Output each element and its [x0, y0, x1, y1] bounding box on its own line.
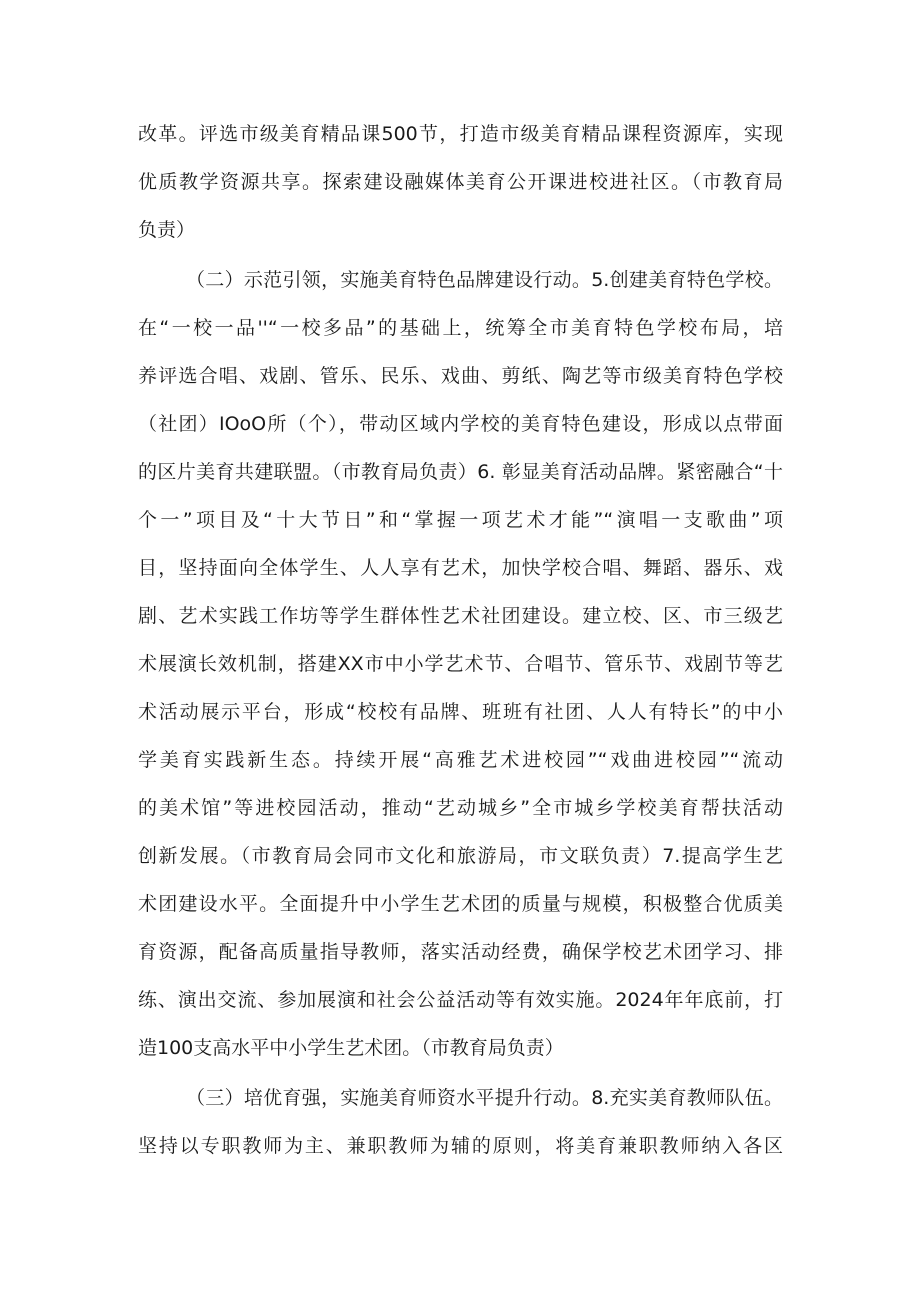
text-line: 术团建设水平。全面提升中小学生艺术团的质量与规模，积极整合优质美 — [138, 893, 783, 915]
text-line: 学美育实践新生态。持续开展“高雅艺术进校园”“戏曲进校园”“流动 — [138, 749, 783, 771]
text-line: 负责） — [138, 219, 196, 241]
text-line: 优质教学资源共享。探索建设融媒体美育公开课进校进社区。（市教育局 — [138, 171, 783, 193]
text-line: 育资源，配备高质量指导教师，落实活动经费，确保学校艺术团学习、排 — [138, 941, 783, 963]
text-line: 在“一校一品''“一校多品”的基础上，统筹全市美育特色学校布局，培 — [138, 317, 783, 339]
text-line: 坚持以专职教师为主、兼职教师为辅的原则，将美育兼职教师纳入各区 — [138, 1135, 783, 1157]
text-line: 创新发展。（市教育局会同市文化和旅游局，市文联负责）7.提高学生艺 — [138, 845, 783, 867]
text-line: 术活动展示平台，形成“校校有品牌、班班有社团、人人有特长”的中小 — [138, 701, 783, 723]
text-line: 的区片美育共建联盟。（市教育局负责）6. 彰显美育活动品牌。紧密融合“十 — [138, 461, 783, 483]
text-line: 个一”项目及“十大节日”和“掌握一项艺术才能”“演唱一支歌曲”项 — [138, 509, 783, 531]
text-line: 术展演长效机制，搭建XX市中小学艺术节、合唱节、管乐节、戏剧节等艺 — [138, 653, 783, 675]
text-line: （社团）IOoO所（个），带动区域内学校的美育特色建设，形成以点带面 — [138, 413, 783, 435]
text-line: 目，坚持面向全体学生、人人享有艺术，加快学校合唱、舞蹈、器乐、戏 — [138, 557, 783, 579]
text-line: 养评选合唱、戏剧、管乐、民乐、戏曲、剪纸、陶艺等市级美育特色学校 — [138, 365, 783, 387]
text-line: 改革。评选市级美育精品课500节，打造市级美育精品课程资源库，实现 — [138, 123, 783, 145]
text-line: 造100支高水平中小学生艺术团。（市教育局负责） — [138, 1037, 564, 1059]
text-line: 剧、艺术实践工作坊等学生群体性艺术社团建设。建立校、区、市三级艺 — [138, 605, 783, 627]
text-line: 练、演出交流、参加展演和社会公益活动等有效实施。2024年年底前，打 — [138, 989, 783, 1011]
text-line: 的美术馆”等进校园活动，推动“艺动城乡”全市城乡学校美育帮扶活动 — [138, 797, 783, 819]
paragraph-heading-line: （二）示范引领，实施美育特色品牌建设行动。5.创建美育特色学校。 — [186, 269, 783, 291]
paragraph-heading-line: （三）培优育强，实施美育师资水平提升行动。8.充实美育教师队伍。 — [186, 1087, 783, 1109]
